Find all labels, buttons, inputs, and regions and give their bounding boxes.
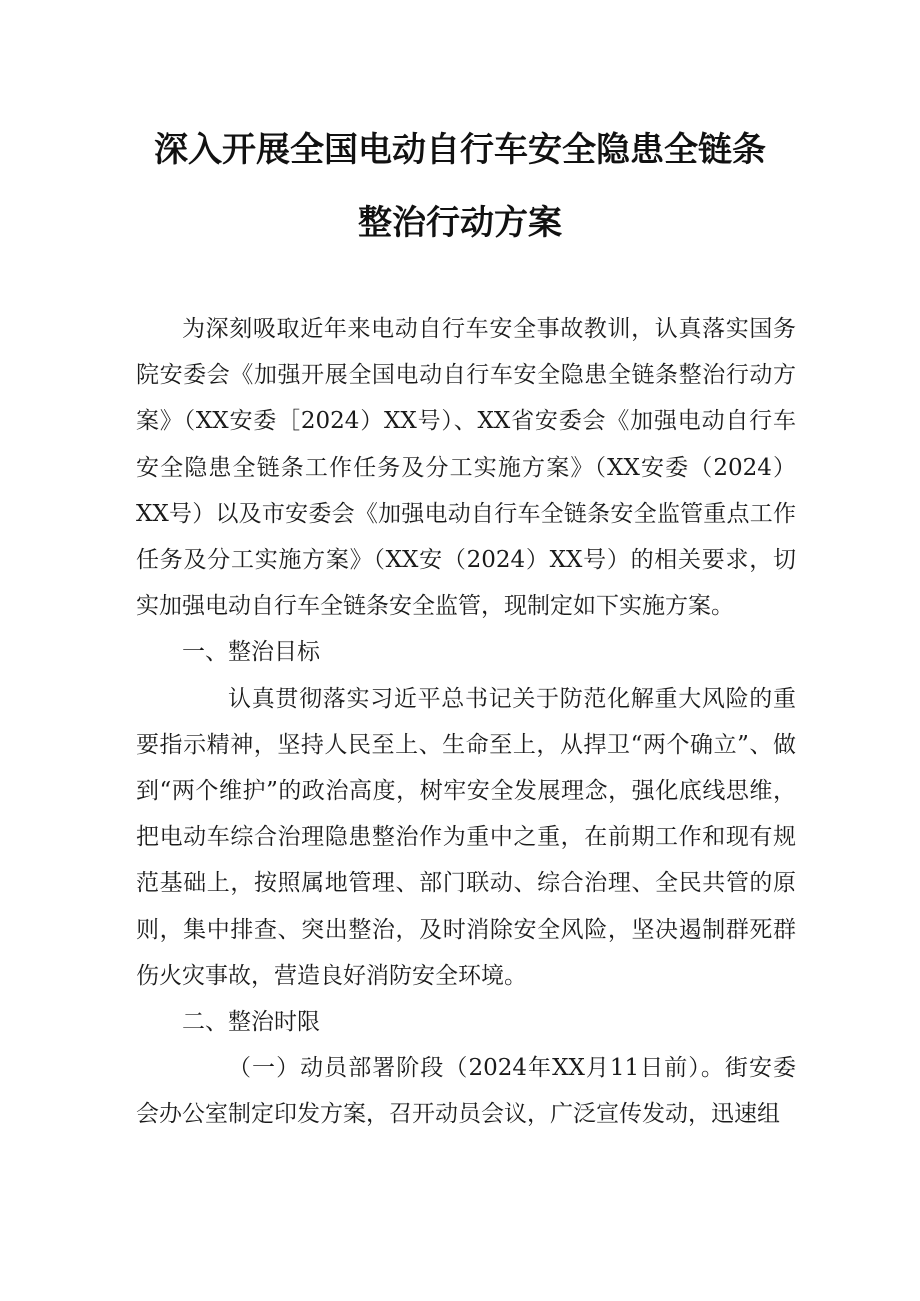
section1-heading: 一、整治目标 bbox=[182, 639, 320, 666]
document-body bbox=[136, 306, 796, 1138]
section1-paragraph: 认真贯彻落实习近平总书记关于防范化解重大风险的重要指示精神，坚持人民至上、生命至上，从捍卫“两个确立”、做到“两个维护”的政治高度，树牢安全发展理念，强化底线思维，把电动车综合治理隐患整治作为重中之重，在前期工作和现有规范基础上，按照属地管理、部门联动、综合治理、全民共管的原则，集中排查、突出整治，及时消除安全风险，坚决遏制群死群伤火灾事故，营造良好消防安全环境。 bbox=[136, 685, 796, 989]
intro-paragraph: 为深刻吸取近年来电动自行车安全事故教训，认真落实国务院安委会《加强开展全国电动自行车安全隐患全链条整治行动方案》（XX安委［2024）XX号）、XX省安委会《加强电动自行车安全隐患全链条工作任务及分工实施方案》（XX安委（2024）XX号）以及市安委会《加强电动自行车全链条安全监管重点工作任务及分工实施方案》（XX安（2024）XX号）的相关要求，切实加强电动自行车全链条安全监管，现制定如下实施方案。 bbox=[136, 316, 796, 620]
section2-item1-paragraph: （一）动员部署阶段（2024年XX月11日前）。街安委会办公室制定印发方案，召开动员会议，广泛宣传发动，迅速组 bbox=[136, 1055, 796, 1128]
document-title-line1: 深入开展全国电动自行车安全隐患全链条 bbox=[154, 130, 766, 170]
document-title-line2: 整治行动方案 bbox=[358, 203, 562, 243]
section2-heading: 二、整治时限 bbox=[182, 1009, 320, 1036]
